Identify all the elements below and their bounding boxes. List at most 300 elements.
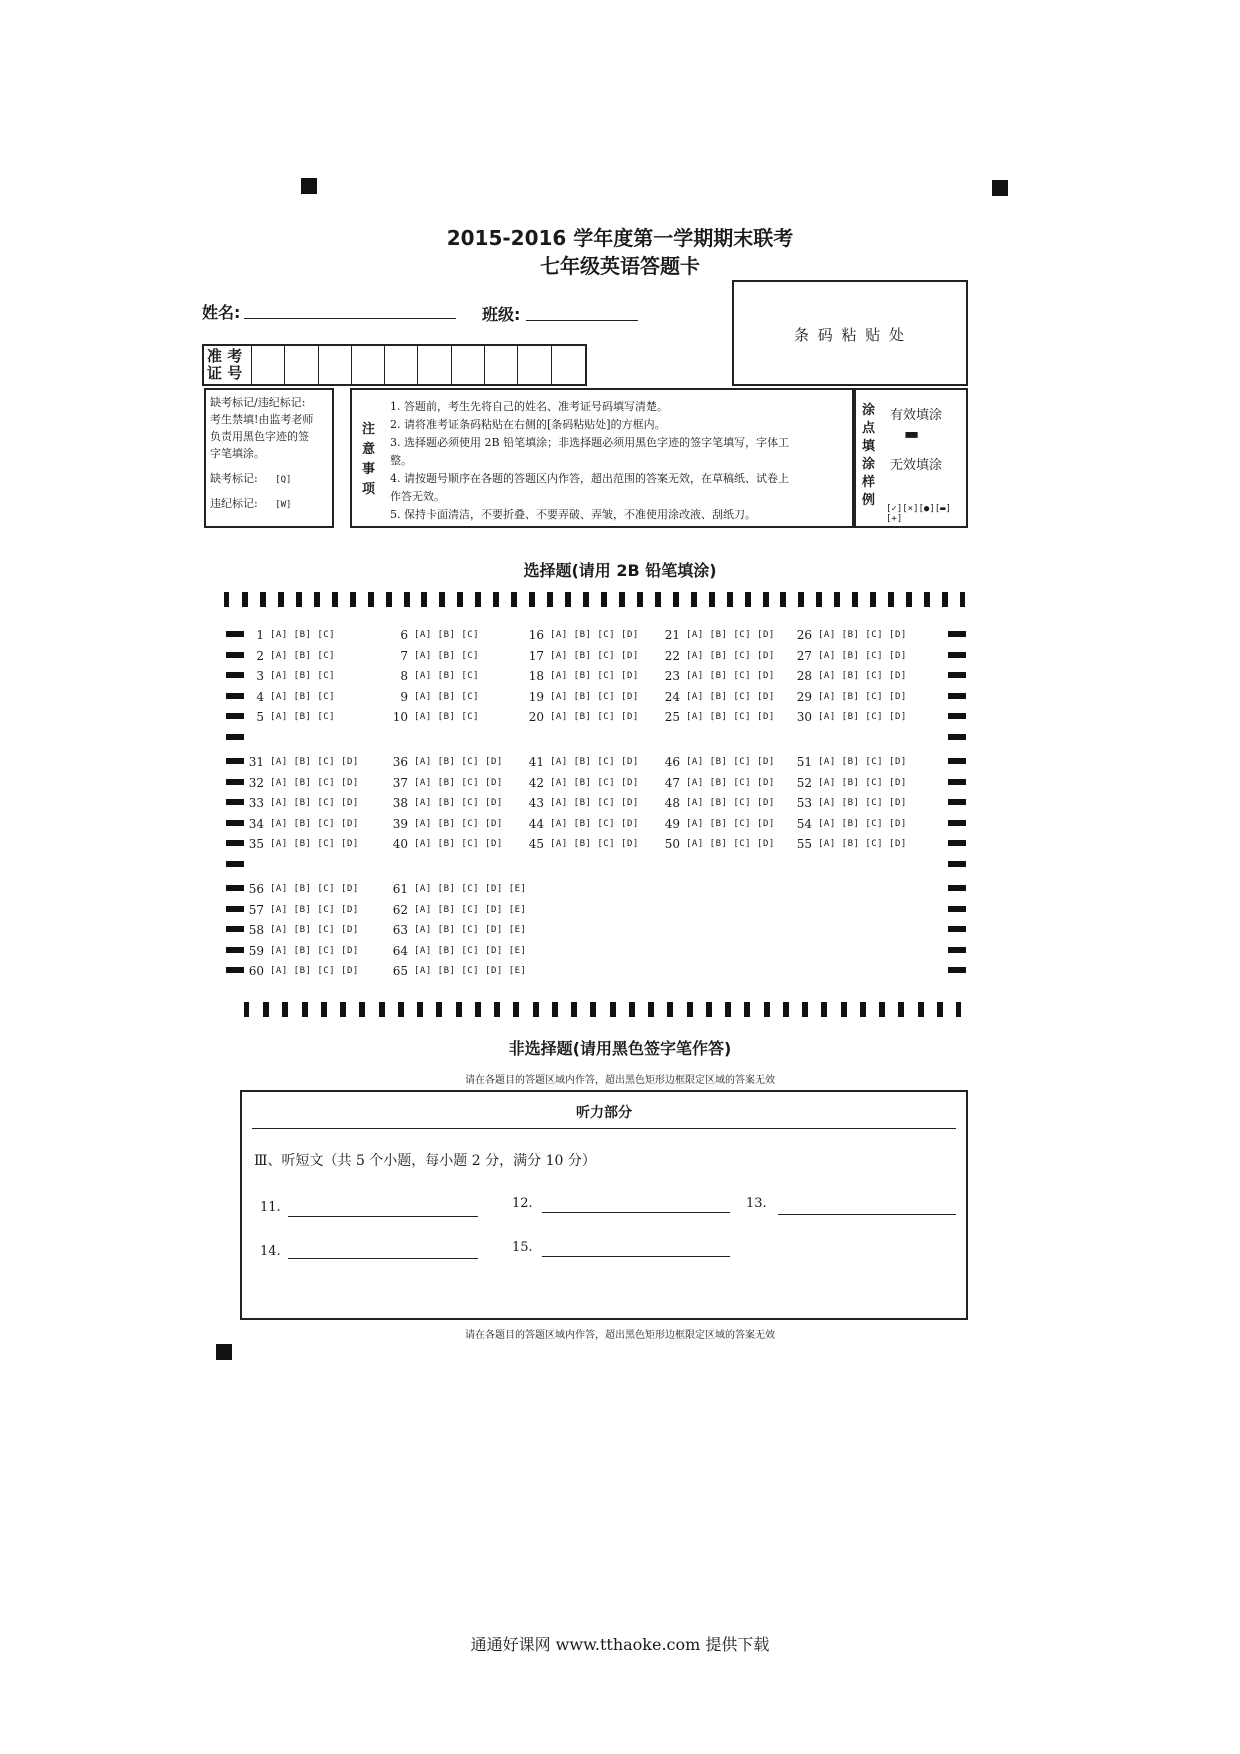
absent-violation-box xyxy=(204,388,334,528)
invalid-fill-marks: [✓][×][●][▬][+] xyxy=(886,504,952,524)
answer-bubbles[interactable]: [A] [B] [C] xyxy=(270,671,336,681)
answer-bubbles[interactable]: [A] [B] [C] [D] xyxy=(686,671,775,681)
exam-id-grid[interactable] xyxy=(202,344,587,386)
answer-bubbles[interactable]: [A] [B] [C] [D] xyxy=(270,925,359,935)
exam-id-cell[interactable] xyxy=(452,346,485,384)
timing-mark-top xyxy=(942,592,948,607)
note-item: 整。 xyxy=(390,454,412,467)
question-number: 41 xyxy=(528,755,544,769)
answer-area-instruction: 请在各题目的答题区域内作答，超出黑色矩形边框限定区域的答案无效 xyxy=(465,1075,775,1086)
question-number: 47 xyxy=(664,775,680,790)
timing-mark-bottom xyxy=(379,1002,385,1017)
question-number: 23 xyxy=(664,669,680,683)
valid-fill-label: 有效填涂 xyxy=(890,408,943,423)
question-number: 62 xyxy=(392,902,408,917)
answer-bubbles[interactable]: [A] [B] [C] [D] xyxy=(550,712,639,722)
timing-mark-left xyxy=(226,840,244,846)
answer-bubbles[interactable]: [A] [B] [C] [D] xyxy=(550,757,639,767)
timing-mark-left xyxy=(226,672,244,678)
answer-bubbles[interactable]: [A] [B] [C] xyxy=(270,650,336,661)
timing-mark-bottom xyxy=(667,1002,673,1017)
exam-id-cell[interactable] xyxy=(385,346,418,384)
notes-list xyxy=(390,398,846,524)
question-number: 38 xyxy=(392,796,408,810)
timing-mark-bottom xyxy=(244,1002,249,1017)
answer-bubbles[interactable]: [A] [B] [C] [D] [E] xyxy=(414,945,527,956)
question-number: 58 xyxy=(248,923,264,937)
timing-mark-top xyxy=(780,592,786,607)
question-number: 64 xyxy=(392,943,408,958)
timing-mark-bottom xyxy=(263,1002,269,1017)
timing-mark-left xyxy=(226,926,244,932)
absent-note: 负责用黑色字迹的签 xyxy=(210,430,309,443)
answer-blank-15[interactable] xyxy=(542,1256,730,1257)
exam-id-label: 准 考 证 号 xyxy=(204,346,252,384)
blank-number: 14. xyxy=(260,1244,281,1259)
question-number: 50 xyxy=(664,837,680,851)
timing-mark-bottom xyxy=(533,1002,539,1017)
answer-bubbles[interactable]: [A] [B] [C] xyxy=(270,691,336,702)
timing-mark-top xyxy=(870,592,876,607)
absent-mark-row[interactable]: 缺考标记: [Q] xyxy=(210,472,292,485)
exam-id-cell[interactable] xyxy=(352,346,385,384)
timing-mark-right xyxy=(948,885,966,891)
timing-mark-right xyxy=(948,947,966,953)
question-number: 17 xyxy=(528,648,544,663)
timing-mark-top xyxy=(655,592,661,607)
timing-mark-top xyxy=(314,592,320,607)
timing-mark-top xyxy=(224,592,229,607)
timing-mark-top xyxy=(493,592,499,607)
valid-fill-mark: ▬ xyxy=(904,424,920,443)
timing-mark-top xyxy=(816,592,822,607)
answer-bubbles[interactable]: [A] [B] [C] [D] xyxy=(550,671,639,681)
timing-mark-top xyxy=(565,592,571,607)
question-number: 19 xyxy=(528,689,544,704)
timing-mark-top xyxy=(619,592,625,607)
page-title: 2015-2016 学年度第一学期期末联考 xyxy=(446,226,794,250)
timing-mark-top xyxy=(511,592,517,607)
answer-bubbles[interactable]: [A] [B] [C] [D] xyxy=(270,966,359,976)
answer-bubbles[interactable]: [A] [B] [C] [D] xyxy=(270,839,359,849)
answer-bubbles[interactable]: [A] [B] [C] [D] xyxy=(414,757,503,767)
timing-mark-bottom xyxy=(725,1002,731,1017)
note-item: 2. 请将准考证条码粘贴在右侧的[条码粘贴处]的方框内。 xyxy=(390,418,666,431)
exam-id-cell[interactable] xyxy=(418,346,451,384)
timing-mark-left xyxy=(226,947,244,953)
timing-mark-bottom xyxy=(436,1002,442,1017)
answer-bubbles[interactable]: [A] [B] [C] xyxy=(414,712,480,722)
timing-mark-bottom xyxy=(841,1002,847,1017)
timing-mark-bottom xyxy=(302,1002,308,1017)
timing-mark-top xyxy=(798,592,804,607)
listening-answer-box xyxy=(240,1090,968,1320)
listening-heading: 听力部分 xyxy=(576,1105,632,1121)
question-number: 45 xyxy=(528,837,544,851)
timing-mark-top xyxy=(960,592,965,607)
answer-bubbles[interactable]: [A] [B] [C] [D] xyxy=(686,757,775,767)
answer-bubbles[interactable]: [A] [B] [C] [D] xyxy=(818,630,907,640)
timing-mark-top xyxy=(475,592,481,607)
answer-bubbles[interactable]: [A] [B] [C] [D] xyxy=(270,798,359,808)
timing-mark-left xyxy=(226,967,244,973)
answer-bubbles[interactable]: [A] [B] [C] xyxy=(270,712,336,722)
timing-mark-bottom xyxy=(475,1002,481,1017)
exam-id-cell[interactable] xyxy=(252,346,285,384)
fill-sample-heading: 涂点填涂样例 xyxy=(862,403,876,508)
timing-mark-top xyxy=(852,592,858,607)
answer-bubbles[interactable]: [A] [B] [C] [D] xyxy=(686,798,775,808)
question-number: 44 xyxy=(528,816,544,831)
barcode-label: 条 码 粘 贴 处 xyxy=(793,326,907,344)
timing-mark-bottom xyxy=(956,1002,961,1017)
answer-bubbles[interactable]: [A] [B] [C] [D] xyxy=(818,691,907,702)
timing-mark-right xyxy=(948,734,966,740)
timing-mark-top xyxy=(583,592,589,607)
timing-mark-bottom xyxy=(398,1002,404,1017)
timing-mark-right xyxy=(948,672,966,678)
timing-mark-bottom xyxy=(706,1002,712,1017)
answer-bubbles[interactable]: [A] [B] [C] xyxy=(270,630,336,640)
answer-bubbles[interactable]: [A] [B] [C] xyxy=(414,691,480,702)
question-number: 8 xyxy=(400,669,408,683)
timing-mark-top xyxy=(637,592,643,607)
registration-mark xyxy=(992,180,1008,196)
timing-mark-left xyxy=(226,885,244,891)
answer-bubbles[interactable]: [A] [B] [C] [D] [E] xyxy=(414,904,527,915)
question-number: 31 xyxy=(248,755,264,769)
answer-bubbles[interactable]: [A] [B] [C] [D] xyxy=(550,630,639,640)
timing-mark-top xyxy=(763,592,769,607)
timing-mark-right xyxy=(948,631,966,637)
question-number: 32 xyxy=(248,775,264,790)
timing-mark-bottom xyxy=(590,1002,596,1017)
answer-bubbles[interactable]: [A] [B] [C] [D] xyxy=(818,757,907,767)
timing-mark-top xyxy=(673,592,679,607)
timing-mark-bottom xyxy=(783,1002,789,1017)
answer-bubbles[interactable]: [A] [B] [C] [D] xyxy=(818,650,907,661)
answer-bubbles[interactable]: [A] [B] [C] [D] xyxy=(414,777,503,788)
question-number: 61 xyxy=(392,882,408,896)
question-number: 3 xyxy=(256,669,264,683)
timing-mark-bottom xyxy=(513,1002,519,1017)
timing-mark-bottom xyxy=(494,1002,500,1017)
timing-mark-left xyxy=(226,779,244,785)
timing-mark-top xyxy=(386,592,392,607)
question-number: 48 xyxy=(664,796,680,810)
timing-mark-bottom xyxy=(918,1002,924,1017)
question-number: 60 xyxy=(248,964,264,978)
class-label: 班级: xyxy=(482,305,521,324)
bottom-instruction: 请在各题目的答题区域内作答，超出黑色矩形边框限定区域的答案无效 xyxy=(465,1330,775,1341)
question-number: 29 xyxy=(796,689,812,704)
fill-sample-box xyxy=(854,388,968,528)
timing-mark-top xyxy=(547,592,553,607)
timing-mark-bottom xyxy=(648,1002,654,1017)
choice-section-title: 选择题(请用 2B 铅笔填涂) xyxy=(523,561,717,580)
question-number: 63 xyxy=(392,923,408,937)
notes-heading: 注意事项 xyxy=(362,422,376,497)
violation-mark-row[interactable]: 违纪标记: [W] xyxy=(210,497,292,510)
timing-mark-bottom xyxy=(879,1002,885,1017)
timing-mark-top xyxy=(296,592,302,607)
question-number: 46 xyxy=(664,755,680,769)
question-number: 53 xyxy=(796,796,812,810)
timing-mark-bottom xyxy=(282,1002,288,1017)
timing-mark-top xyxy=(888,592,894,607)
blank-number: 11. xyxy=(260,1200,281,1215)
answer-bubbles[interactable]: [A] [B] [C] [D] xyxy=(270,818,359,829)
answer-bubbles[interactable]: [A] [B] [C] [D] xyxy=(686,691,775,702)
timing-mark-bottom xyxy=(629,1002,635,1017)
timing-mark-bottom xyxy=(821,1002,827,1017)
answer-bubbles[interactable]: [A] [B] [C] [D] xyxy=(818,712,907,722)
timing-mark-right xyxy=(948,906,966,912)
answer-bubbles[interactable]: [A] [B] [C] [D] xyxy=(818,671,907,681)
question-number: 2 xyxy=(256,648,264,663)
note-item: 作答无效。 xyxy=(390,490,445,503)
blank-number: 15. xyxy=(512,1240,533,1255)
timing-mark-bottom xyxy=(687,1002,693,1017)
class-field[interactable] xyxy=(526,320,638,321)
timing-mark-left xyxy=(226,861,244,867)
timing-mark-top xyxy=(368,592,374,607)
question-number: 34 xyxy=(248,816,264,831)
answer-bubbles[interactable]: [A] [B] [C] [D] [E] xyxy=(414,884,527,894)
question-number: 55 xyxy=(796,837,812,851)
page-subtitle: 七年级英语答题卡 xyxy=(540,254,700,278)
blank-number: 13. xyxy=(746,1196,767,1211)
timing-mark-bottom xyxy=(321,1002,327,1017)
timing-mark-left xyxy=(226,820,244,826)
answer-bubbles[interactable]: [A] [B] [C] [D] xyxy=(818,818,907,829)
timing-mark-top xyxy=(332,592,338,607)
answer-bubbles[interactable]: [A] [B] [C] [D] xyxy=(270,777,359,788)
timing-mark-bottom xyxy=(340,1002,346,1017)
answer-bubbles[interactable]: [A] [B] [C] [D] xyxy=(550,839,639,849)
name-field[interactable] xyxy=(244,318,456,319)
answer-bubbles[interactable]: [A] [B] [C] [D] [E] xyxy=(414,925,527,935)
answer-bubbles[interactable]: [A] [B] [C] [D] xyxy=(550,798,639,808)
question-number: 49 xyxy=(664,816,680,831)
registration-mark xyxy=(216,1344,232,1360)
answer-blank-13[interactable] xyxy=(778,1214,956,1215)
timing-mark-top xyxy=(278,592,284,607)
answer-bubbles[interactable]: [A] [B] [C] [D] xyxy=(270,757,359,767)
answer-blank-11[interactable] xyxy=(288,1216,478,1217)
note-item: 1. 答题前，考生先将自己的姓名、准考证号码填写清楚。 xyxy=(390,400,668,413)
answer-bubbles[interactable]: [A] [B] [C] [D] xyxy=(686,777,775,788)
question-number: 35 xyxy=(248,837,264,851)
question-number: 59 xyxy=(248,943,264,958)
timing-mark-bottom xyxy=(744,1002,750,1017)
timing-mark-top xyxy=(709,592,715,607)
question-number: 4 xyxy=(256,689,264,704)
question-number: 43 xyxy=(528,796,544,810)
question-number: 22 xyxy=(664,648,680,663)
answer-bubbles[interactable]: [A] [B] [C] [D] xyxy=(686,818,775,829)
question-number: 30 xyxy=(796,710,812,724)
timing-mark-right xyxy=(948,799,966,805)
timing-mark-top xyxy=(242,592,248,607)
question-number: 9 xyxy=(400,689,408,704)
question-number: 33 xyxy=(248,796,264,810)
note-item: 5. 保持卡面清洁，不要折叠、不要弄破、弄皱，不准使用涂改液、刮纸刀。 xyxy=(390,508,756,521)
timing-mark-top xyxy=(421,592,427,607)
answer-bubbles[interactable]: [A] [B] [C] xyxy=(414,650,480,661)
question-number: 5 xyxy=(256,710,264,724)
absent-bubble[interactable]: [Q] xyxy=(275,475,292,485)
answer-bubbles[interactable]: [A] [B] [C] [D] xyxy=(686,839,775,849)
answer-bubbles[interactable]: [A] [B] [C] [D] xyxy=(686,712,775,722)
question-number: 37 xyxy=(392,775,408,790)
question-number: 39 xyxy=(392,816,408,831)
timing-mark-top xyxy=(260,592,266,607)
timing-mark-top xyxy=(834,592,840,607)
blank-number: 12. xyxy=(512,1196,533,1211)
question-number: 57 xyxy=(248,902,264,917)
absent-note: 缺考标记/违纪标记: xyxy=(210,396,306,409)
answer-bubbles[interactable]: [A] [B] [C] [D] xyxy=(270,884,359,894)
question-number: 54 xyxy=(796,816,812,831)
question-number: 26 xyxy=(796,628,812,642)
timing-mark-right xyxy=(948,652,966,658)
absent-note: 考生禁填!由监考老师 xyxy=(210,413,314,426)
timing-mark-bottom xyxy=(359,1002,365,1017)
answer-bubbles[interactable]: [A] [B] [C] [D] xyxy=(818,777,907,788)
timing-mark-bottom xyxy=(610,1002,616,1017)
answer-bubbles[interactable]: [A] [B] [C] [D] xyxy=(414,818,503,829)
answer-bubbles[interactable]: [A] [B] [C] [D] xyxy=(686,630,775,640)
question-number: 24 xyxy=(664,689,680,704)
timing-mark-left xyxy=(226,799,244,805)
answer-bubbles[interactable]: [A] [B] [C] [D] xyxy=(818,839,907,849)
absent-note: 字笔填涂。 xyxy=(210,447,265,460)
timing-mark-bottom xyxy=(552,1002,558,1017)
question-number: 7 xyxy=(400,648,408,663)
timing-mark-bottom xyxy=(571,1002,577,1017)
question-number: 40 xyxy=(392,837,408,851)
timing-mark-right xyxy=(948,779,966,785)
exam-id-cell[interactable] xyxy=(552,346,585,384)
question-number: 10 xyxy=(392,710,408,724)
divider xyxy=(252,1128,956,1129)
timing-mark-left xyxy=(226,906,244,912)
timing-mark-bottom xyxy=(860,1002,866,1017)
exam-id-cell[interactable] xyxy=(319,346,352,384)
answer-bubbles[interactable]: [A] [B] [C] [D] xyxy=(686,650,775,661)
question-number: 56 xyxy=(248,882,264,896)
part-title: Ⅲ、听短文（共 5 个小题，每小题 2 分，满分 10 分） xyxy=(254,1153,596,1169)
notes-box xyxy=(350,388,854,528)
question-number: 42 xyxy=(528,775,544,790)
question-number: 16 xyxy=(528,628,544,642)
registration-mark xyxy=(301,178,317,194)
answer-bubbles[interactable]: [A] [B] [C] [D] xyxy=(270,945,359,956)
timing-mark-bottom xyxy=(456,1002,462,1017)
question-number: 65 xyxy=(392,964,408,978)
timing-mark-right xyxy=(948,693,966,699)
question-number: 36 xyxy=(392,755,408,769)
timing-mark-right xyxy=(948,713,966,719)
answer-bubbles[interactable]: [A] [B] [C] [D] xyxy=(550,650,639,661)
answer-bubbles[interactable]: [A] [B] [C] [D] xyxy=(414,798,503,808)
answer-bubbles[interactable]: [A] [B] [C] [D] xyxy=(818,798,907,808)
timing-mark-top xyxy=(439,592,445,607)
timing-mark-bottom xyxy=(937,1002,943,1017)
answer-blank-12[interactable] xyxy=(542,1212,730,1213)
question-number: 1 xyxy=(256,628,264,642)
answer-bubbles[interactable]: [A] [B] [C] [D] xyxy=(270,904,359,915)
exam-id-cell[interactable] xyxy=(485,346,518,384)
timing-mark-top xyxy=(350,592,356,607)
question-number: 52 xyxy=(796,775,812,790)
timing-mark-right xyxy=(948,758,966,764)
answer-bubbles[interactable]: [A] [B] [C] [D] xyxy=(550,777,639,788)
answer-bubbles[interactable]: [A] [B] [C] xyxy=(414,630,480,640)
question-number: 51 xyxy=(796,755,812,769)
timing-mark-left xyxy=(226,758,244,764)
answer-blank-14[interactable] xyxy=(288,1258,478,1259)
timing-mark-right xyxy=(948,967,966,973)
timing-mark-bottom xyxy=(898,1002,904,1017)
timing-mark-left xyxy=(226,693,244,699)
timing-mark-left xyxy=(226,652,244,658)
timing-mark-right xyxy=(948,926,966,932)
answer-bubbles[interactable]: [A] [B] [C] xyxy=(414,671,480,681)
nonchoice-section-title: 非选择题(请用黑色签字笔作答) xyxy=(508,1039,732,1058)
timing-mark-left xyxy=(226,713,244,719)
timing-mark-top xyxy=(529,592,535,607)
question-number: 25 xyxy=(664,710,680,724)
timing-mark-top xyxy=(457,592,463,607)
question-number: 18 xyxy=(528,669,544,683)
invalid-fill-label: 无效填涂 xyxy=(890,458,943,473)
timing-mark-top xyxy=(924,592,930,607)
question-number: 27 xyxy=(796,648,812,663)
answer-bubbles[interactable]: [A] [B] [C] [D] xyxy=(414,839,503,849)
question-number: 28 xyxy=(796,669,812,683)
note-item: 3. 选择题必须使用 2B 铅笔填涂；非选择题必须用黑色字迹的签字笔填写，字体工 xyxy=(390,436,790,449)
answer-bubbles[interactable]: [A] [B] [C] [D] xyxy=(550,818,639,829)
timing-mark-right xyxy=(948,861,966,867)
timing-mark-top xyxy=(745,592,751,607)
timing-mark-top xyxy=(404,592,410,607)
timing-mark-top xyxy=(727,592,733,607)
timing-mark-right xyxy=(948,840,966,846)
timing-mark-top xyxy=(691,592,697,607)
timing-mark-bottom xyxy=(417,1002,423,1017)
barcode-area xyxy=(732,280,968,386)
answer-bubbles[interactable]: [A] [B] [C] [D] [E] xyxy=(414,966,527,976)
note-item: 4. 请按题号顺序在各题的答题区内作答，超出范围的答案无效，在草稿纸、试卷上 xyxy=(390,472,789,485)
exam-id-cell[interactable] xyxy=(518,346,551,384)
name-label: 姓名: xyxy=(202,303,241,322)
exam-id-cell[interactable] xyxy=(285,346,318,384)
timing-mark-bottom xyxy=(802,1002,808,1017)
timing-mark-right xyxy=(948,820,966,826)
violation-bubble[interactable]: [W] xyxy=(275,500,292,510)
question-number: 20 xyxy=(528,710,544,724)
timing-mark-top xyxy=(601,592,607,607)
timing-mark-left xyxy=(226,734,244,740)
timing-mark-left xyxy=(226,631,244,637)
timing-mark-top xyxy=(906,592,912,607)
answer-bubbles[interactable]: [A] [B] [C] [D] xyxy=(550,691,639,702)
question-number: 21 xyxy=(664,628,680,642)
question-number: 6 xyxy=(400,628,408,642)
footer-credit: 通通好课网 www.tthaoke.com 提供下载 xyxy=(470,1635,770,1654)
